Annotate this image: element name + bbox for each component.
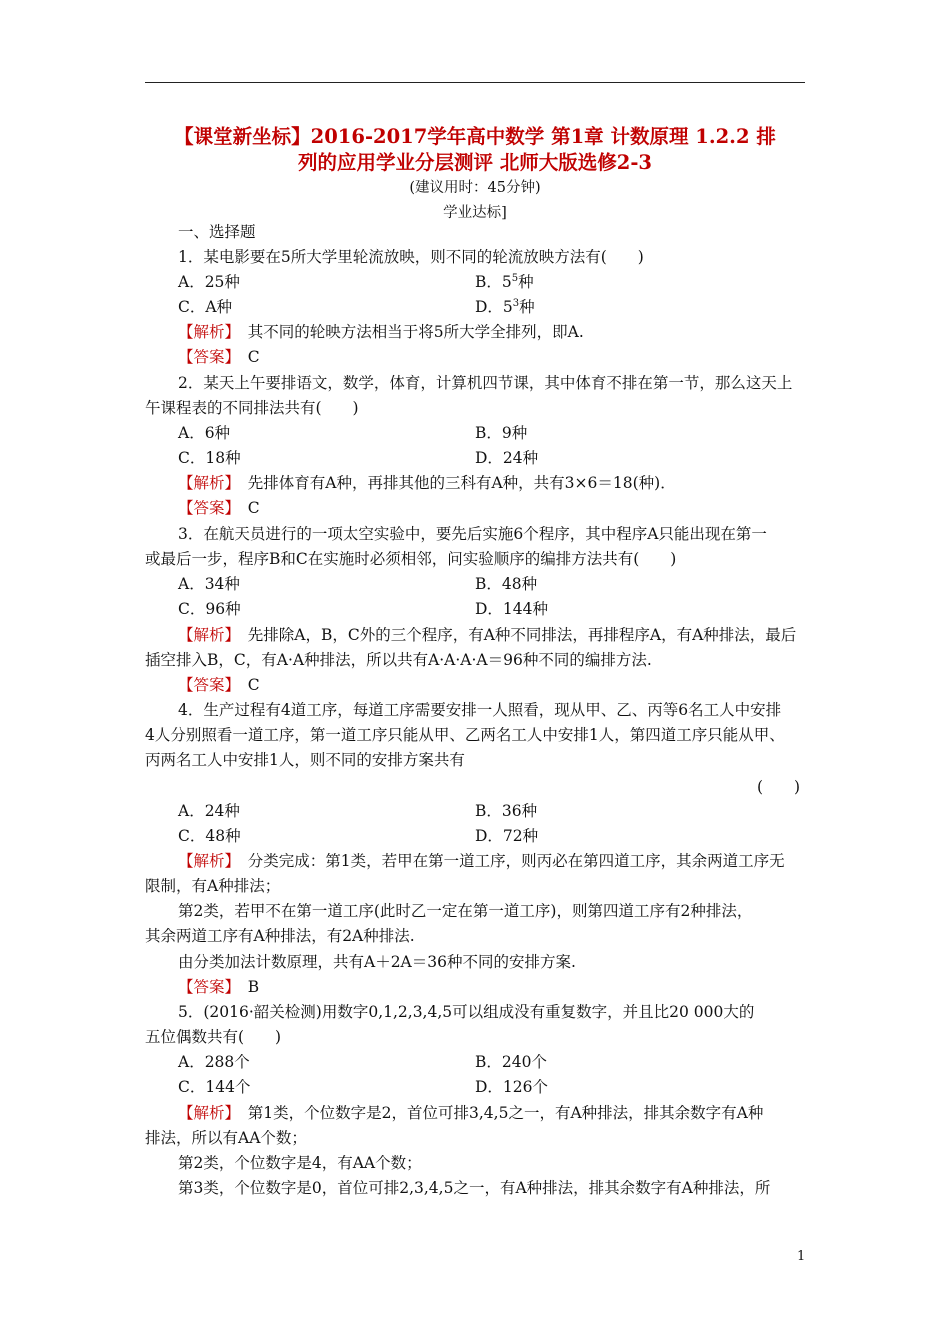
q4-option-c: C．48种 — [178, 827, 241, 845]
q4-para2-line-2: 其余两道工序有A种排法，有2A种排法. — [145, 927, 415, 945]
header-rule — [145, 82, 805, 83]
analysis-label: 【解析】 — [178, 626, 233, 644]
q4-answer-bracket: ( ) — [757, 778, 801, 796]
q3-option-c: C．96种 — [178, 600, 241, 618]
title-line-1: 【课堂新坐标】2016-2017学年高中数学 第1章 计数原理 1.2.2 排 — [174, 125, 776, 148]
analysis-label: 【解析】 — [178, 323, 233, 341]
q5-stem-line-1: 5．(2016·韶关检测)用数字0,1,2,3,4,5可以组成没有重复数字，并且比20 000大的 — [178, 1003, 755, 1021]
q4-stem-line-1: 4．生产过程有4道工序，每道工序需要安排一人照看，现从甲、乙、丙等6名工人中安排 — [178, 701, 782, 719]
section-heading: 一、选择题 — [178, 223, 256, 241]
q3-analysis-line-1: 【解析】 先排除A，B，C外的三个程序，有A种不同排法，再排程序A，有A种排法，最后 — [178, 626, 797, 644]
q4-option-b: B．36种 — [475, 802, 538, 820]
document-title — [145, 124, 805, 176]
q4-stem-line-2: 4人分别照看一道工序，第一道工序只能从甲、乙两名工人中安排1人，第四道工序只能从甲、 — [145, 726, 785, 744]
analysis-label: 【解析】 — [178, 1104, 233, 1122]
q2-option-a: A．6种 — [178, 424, 231, 442]
q5-option-d: D．126个 — [475, 1078, 549, 1096]
answer-label: 【答案】 — [178, 676, 233, 694]
q5-analysis-line-2: 排法，所以有AA个数； — [145, 1129, 307, 1147]
q4-answer: 【答案】 B — [178, 978, 260, 996]
q1-analysis: 【解析】 其不同的轮映方法相当于将5所大学全排列，即A. — [178, 323, 584, 341]
q4-para2-line-1: 第2类，若甲不在第一道工序(此时乙一定在第一道工序)，则第四道工序有2种排法， — [178, 902, 753, 920]
title-line-2: 列的应用学业分层测评 北师大版选修2-3 — [297, 151, 653, 174]
q2-stem-line-2: 午课程表的不同排法共有( ) — [145, 399, 359, 417]
q5-para3: 第3类，个位数字是0，首位可排2,3,4,5之一，有A种排法，排其余数字有A种排法，所 — [178, 1179, 771, 1197]
q1-option-b: B．$5^5$种 — [475, 273, 534, 291]
q3-stem-line-2: 或最后一步，程序B和C在实施时必须相邻，问实验顺序的编排方法共有( ) — [145, 550, 677, 568]
q4-stem-line-3: 丙两名工人中安排1人，则不同的安排方案共有 — [145, 751, 465, 769]
q3-option-b: B．48种 — [475, 575, 538, 593]
q5-option-a: A．288个 — [178, 1053, 250, 1071]
section-label: 学业达标] — [443, 205, 507, 221]
q1-stem: 1．某电影要在5所大学里轮流放映，则不同的轮流放映方法有( ) — [178, 248, 644, 266]
q4-analysis-line-1: 【解析】 分类完成：第1类，若甲在第一道工序，则丙必在第四道工序，其余两道工序无 — [178, 852, 785, 870]
analysis-label: 【解析】 — [178, 852, 233, 870]
q3-answer: 【答案】 C — [178, 676, 260, 694]
q1-option-d: D．$5^3$种 — [475, 298, 535, 316]
q2-option-c: C．18种 — [178, 449, 241, 467]
q4-option-a: A．24种 — [178, 802, 240, 820]
q3-option-d: D．144种 — [475, 600, 549, 618]
q4-option-d: D．72种 — [475, 827, 539, 845]
q2-answer: 【答案】 C — [178, 499, 260, 517]
q5-option-c: C．144个 — [178, 1078, 251, 1096]
q1-option-a: A．25种 — [178, 273, 240, 291]
q2-stem-line-1: 2．某天上午要排语文，数学，体育，计算机四节课，其中体育不排在第一节，那么这天上 — [178, 374, 793, 392]
analysis-label: 【解析】 — [178, 474, 233, 492]
q2-option-d: D．24种 — [475, 449, 539, 467]
page-number: 1 — [797, 1249, 806, 1264]
q2-option-b: B．9种 — [475, 424, 528, 442]
q4-analysis-line-2: 限制，有A种排法； — [145, 877, 281, 895]
answer-label: 【答案】 — [178, 348, 233, 366]
answer-label: 【答案】 — [178, 499, 233, 517]
q5-analysis-line-1: 【解析】 第1类，个位数字是2，首位可排3,4,5之一，有A种排法，排其余数字有A种 — [178, 1104, 764, 1122]
answer-label: 【答案】 — [178, 978, 233, 996]
q2-analysis: 【解析】 先排体育有A种，再排其他的三科有A种，共有3×6＝18(种)． — [178, 474, 676, 492]
q1-answer: 【答案】 C — [178, 348, 260, 366]
q4-para3: 由分类加法计数原理，共有A＋2A＝36种不同的安排方案. — [178, 953, 576, 971]
q3-stem-line-1: 3．在航天员进行的一项太空实验中，要先后实施6个程序，其中程序A只能出现在第一 — [178, 525, 767, 543]
q5-stem-line-2: 五位偶数共有( ) — [145, 1028, 282, 1046]
q5-para2: 第2类，个位数字是4，有AA个数； — [178, 1154, 422, 1172]
time-note: (建议用时：45分钟) — [409, 180, 541, 196]
q3-option-a: A．34种 — [178, 575, 240, 593]
q3-analysis-line-2: 插空排入B，C，有A·A种排法，所以共有A·A·A·A＝96种不同的编排方法. — [145, 651, 652, 669]
q5-option-b: B．240个 — [475, 1053, 547, 1071]
q1-option-c: C．A种 — [178, 298, 233, 316]
